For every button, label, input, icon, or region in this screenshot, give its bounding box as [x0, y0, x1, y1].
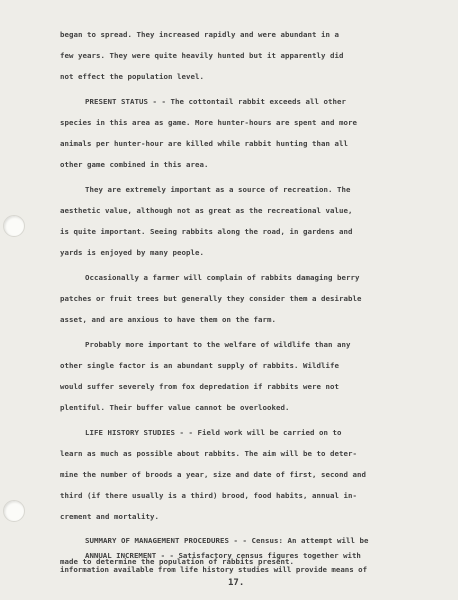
text-line: learn as much as possible about rabbits. The aim will be to deter- [60, 449, 357, 458]
text-line: began to spread. They increased rapidly and were abundant in a [60, 30, 339, 39]
text-line: few years. They were quite heavily hunted but it apparently did [60, 51, 344, 60]
text-line: Probably more important to the welfare of wildlife than any [85, 340, 351, 349]
text-line: information available from life history studies will provide means of [60, 565, 368, 574]
text-line: plentiful. Their buffer value cannot be overlooked. [60, 403, 290, 412]
text-line: animals per hunter-hour are killed while rabbit hunting than all [60, 139, 348, 148]
text-line: Occasionally a farmer will complain of rabbits damaging berry [85, 273, 360, 282]
text-line: aesthetic value, although not as great as the recreational value, [60, 206, 353, 215]
text-line: mine the number of broods a year, size and date of first, second and [60, 470, 366, 479]
text-line: asset, and are anxious to have them on the farm. [60, 315, 276, 324]
punch-hole [3, 215, 25, 237]
section-heading-annual-increment: ANNUAL INCREMENT - - Satisfactory census figures together with [85, 551, 361, 560]
text-line: They are extremely important as a source of recreation. The [85, 185, 351, 194]
text-line: is quite important. Seeing rabbits along the road, in gardens and [60, 227, 353, 236]
section-heading-present-status: PRESENT STATUS - - The cottontail rabbit exceeds all other [85, 97, 346, 106]
text-line: not effect the population level. [60, 72, 204, 81]
text-line: other game combined in this area. [60, 160, 209, 169]
text-line: yards is enjoyed by many people. [60, 248, 204, 257]
section-heading-life-history-studies: LIFE HISTORY STUDIES - - Field work will be carried on to [85, 428, 342, 437]
page-number: 17. [228, 578, 245, 588]
text-line: third (if there usually is a third) brood, food habits, annual in- [60, 491, 357, 500]
section-heading-summary-of-management-procedures: SUMMARY OF MANAGEMENT PROCEDURES - - Census: An attempt will be [85, 536, 369, 545]
text-line: patches or fruit trees but generally they consider them a desirable [60, 294, 362, 303]
punch-hole [3, 500, 25, 522]
text-line: crement and mortality. [60, 512, 159, 521]
text-line: made to determine the population of rabbits present. [60, 557, 294, 566]
text-line: species in this area as game. More hunter-hours are spent and more [60, 118, 357, 127]
text-line: other single factor is an abundant supply of rabbits. Wildlife [60, 361, 339, 370]
text-line: would suffer severely from fox depredation if rabbits were not [60, 382, 339, 391]
